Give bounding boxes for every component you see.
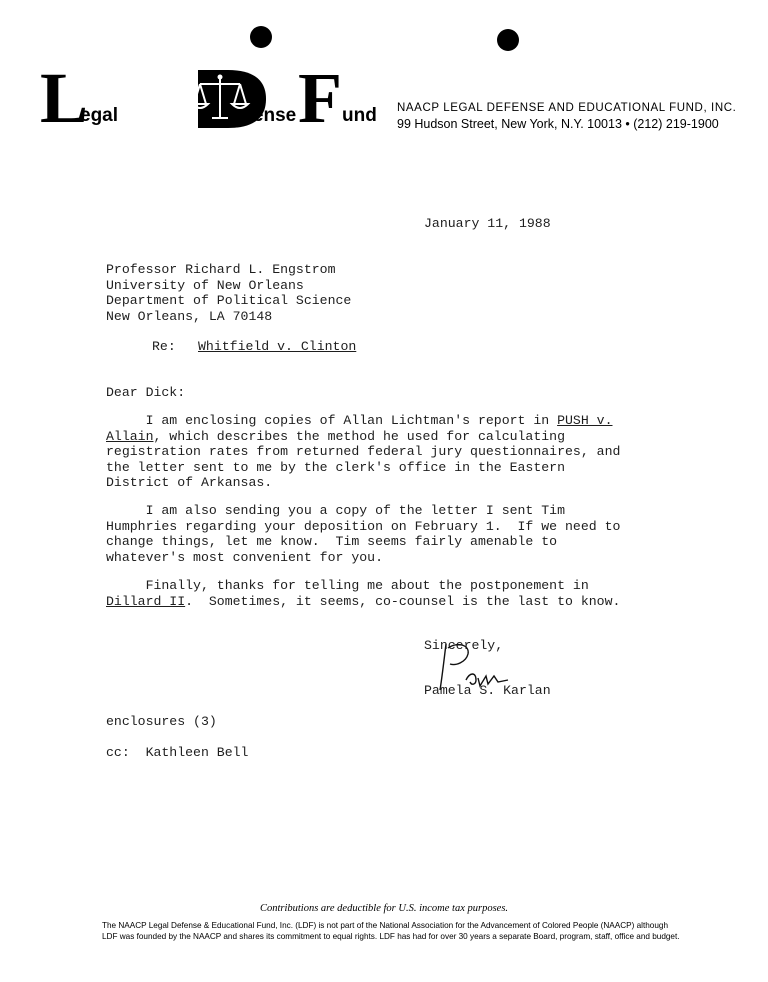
ldf-logo	[40, 58, 380, 138]
p3-text: . Sometimes, it seems, co-counsel is the last to know.	[185, 593, 621, 609]
punch-hole-left	[250, 26, 272, 48]
paragraph-1-line-4: the letter sent to me by the clerk's office in the Eastern	[106, 459, 565, 475]
closing: Sincerely,	[424, 638, 504, 653]
org-info	[397, 100, 736, 133]
org-name: NAACP LEGAL DEFENSE AND EDUCATIONAL FUND, INC.	[397, 102, 737, 114]
paragraph-1-line-2	[106, 429, 565, 445]
footer-disclaimer	[102, 921, 702, 942]
p1-case-citation-cont: Allain	[106, 428, 154, 444]
footer-disclaimer-line-2: LDF was founded by the NAACP and shares its commitment to equal rights. LDF has had for over 30 years a separate Board, program, staff, office and budget.	[102, 931, 680, 941]
paragraph-1-line-3: registration rates from returned federal jury questionnaires, and	[106, 444, 621, 459]
logo-letter-l: L	[40, 58, 89, 138]
logo-word-egal: egal	[80, 105, 119, 126]
org-address: 99 Hudson Street, New York, N.Y. 10013 • (212) 219-1900	[397, 117, 719, 131]
paragraph-3-line-2	[106, 594, 620, 610]
signer-name: Pamela S. Karlan	[424, 683, 551, 698]
footer-disclaimer-line-1: The NAACP Legal Defense & Educational Fund, Inc. (LDF) is not part of the National Association for the Advancement of Colored People (NAACP) although	[102, 921, 669, 930]
paragraph-2-line-4: whatever's most convenient for you.	[106, 549, 383, 565]
logo-word-efense: efense	[236, 105, 297, 126]
logo-letter-f: F	[298, 58, 342, 138]
paragraph-2-line-1: I am also sending you a copy of the letter I sent Tim	[106, 503, 565, 518]
re-case: Whitfield v. Clinton	[198, 339, 357, 354]
tax-deductible-note: Contributions are deductible for U.S. income tax purposes.	[259, 903, 509, 914]
cc-line: cc: Kathleen Bell	[106, 745, 249, 760]
punch-hole-right	[497, 29, 519, 51]
recipient-city: New Orleans, LA 70148	[106, 308, 273, 324]
re-label: Re:	[152, 339, 176, 354]
p3-case-citation: Dillard II	[106, 593, 186, 609]
recipient-name: Professor Richard L. Engstrom	[106, 262, 336, 277]
p1-text: I am enclosing copies of Allan Lichtman's report in	[106, 413, 558, 428]
p1-case-citation: PUSH v.	[557, 413, 613, 428]
recipient-university: University of New Orleans	[106, 277, 304, 293]
p1-text-cont: , which describes the method he used for calculating	[153, 428, 566, 444]
paragraph-2-line-2: Humphries regarding your deposition on February 1. If we need to	[106, 518, 621, 534]
enclosures: enclosures (3)	[106, 714, 217, 729]
paragraph-1-line-1	[106, 413, 613, 429]
paragraph-3-line-1: Finally, thanks for telling me about the postponement in	[106, 578, 589, 593]
paragraph-2-line-3: change things, let me know. Tim seems fairly amenable to	[106, 534, 558, 549]
recipient-department: Department of Political Science	[106, 293, 352, 308]
salutation: Dear Dick:	[106, 385, 186, 400]
paragraph-1-line-5: District of Arkansas.	[106, 475, 273, 490]
letter-date: January 11, 1988	[424, 216, 551, 231]
logo-word-und: und	[342, 105, 377, 126]
